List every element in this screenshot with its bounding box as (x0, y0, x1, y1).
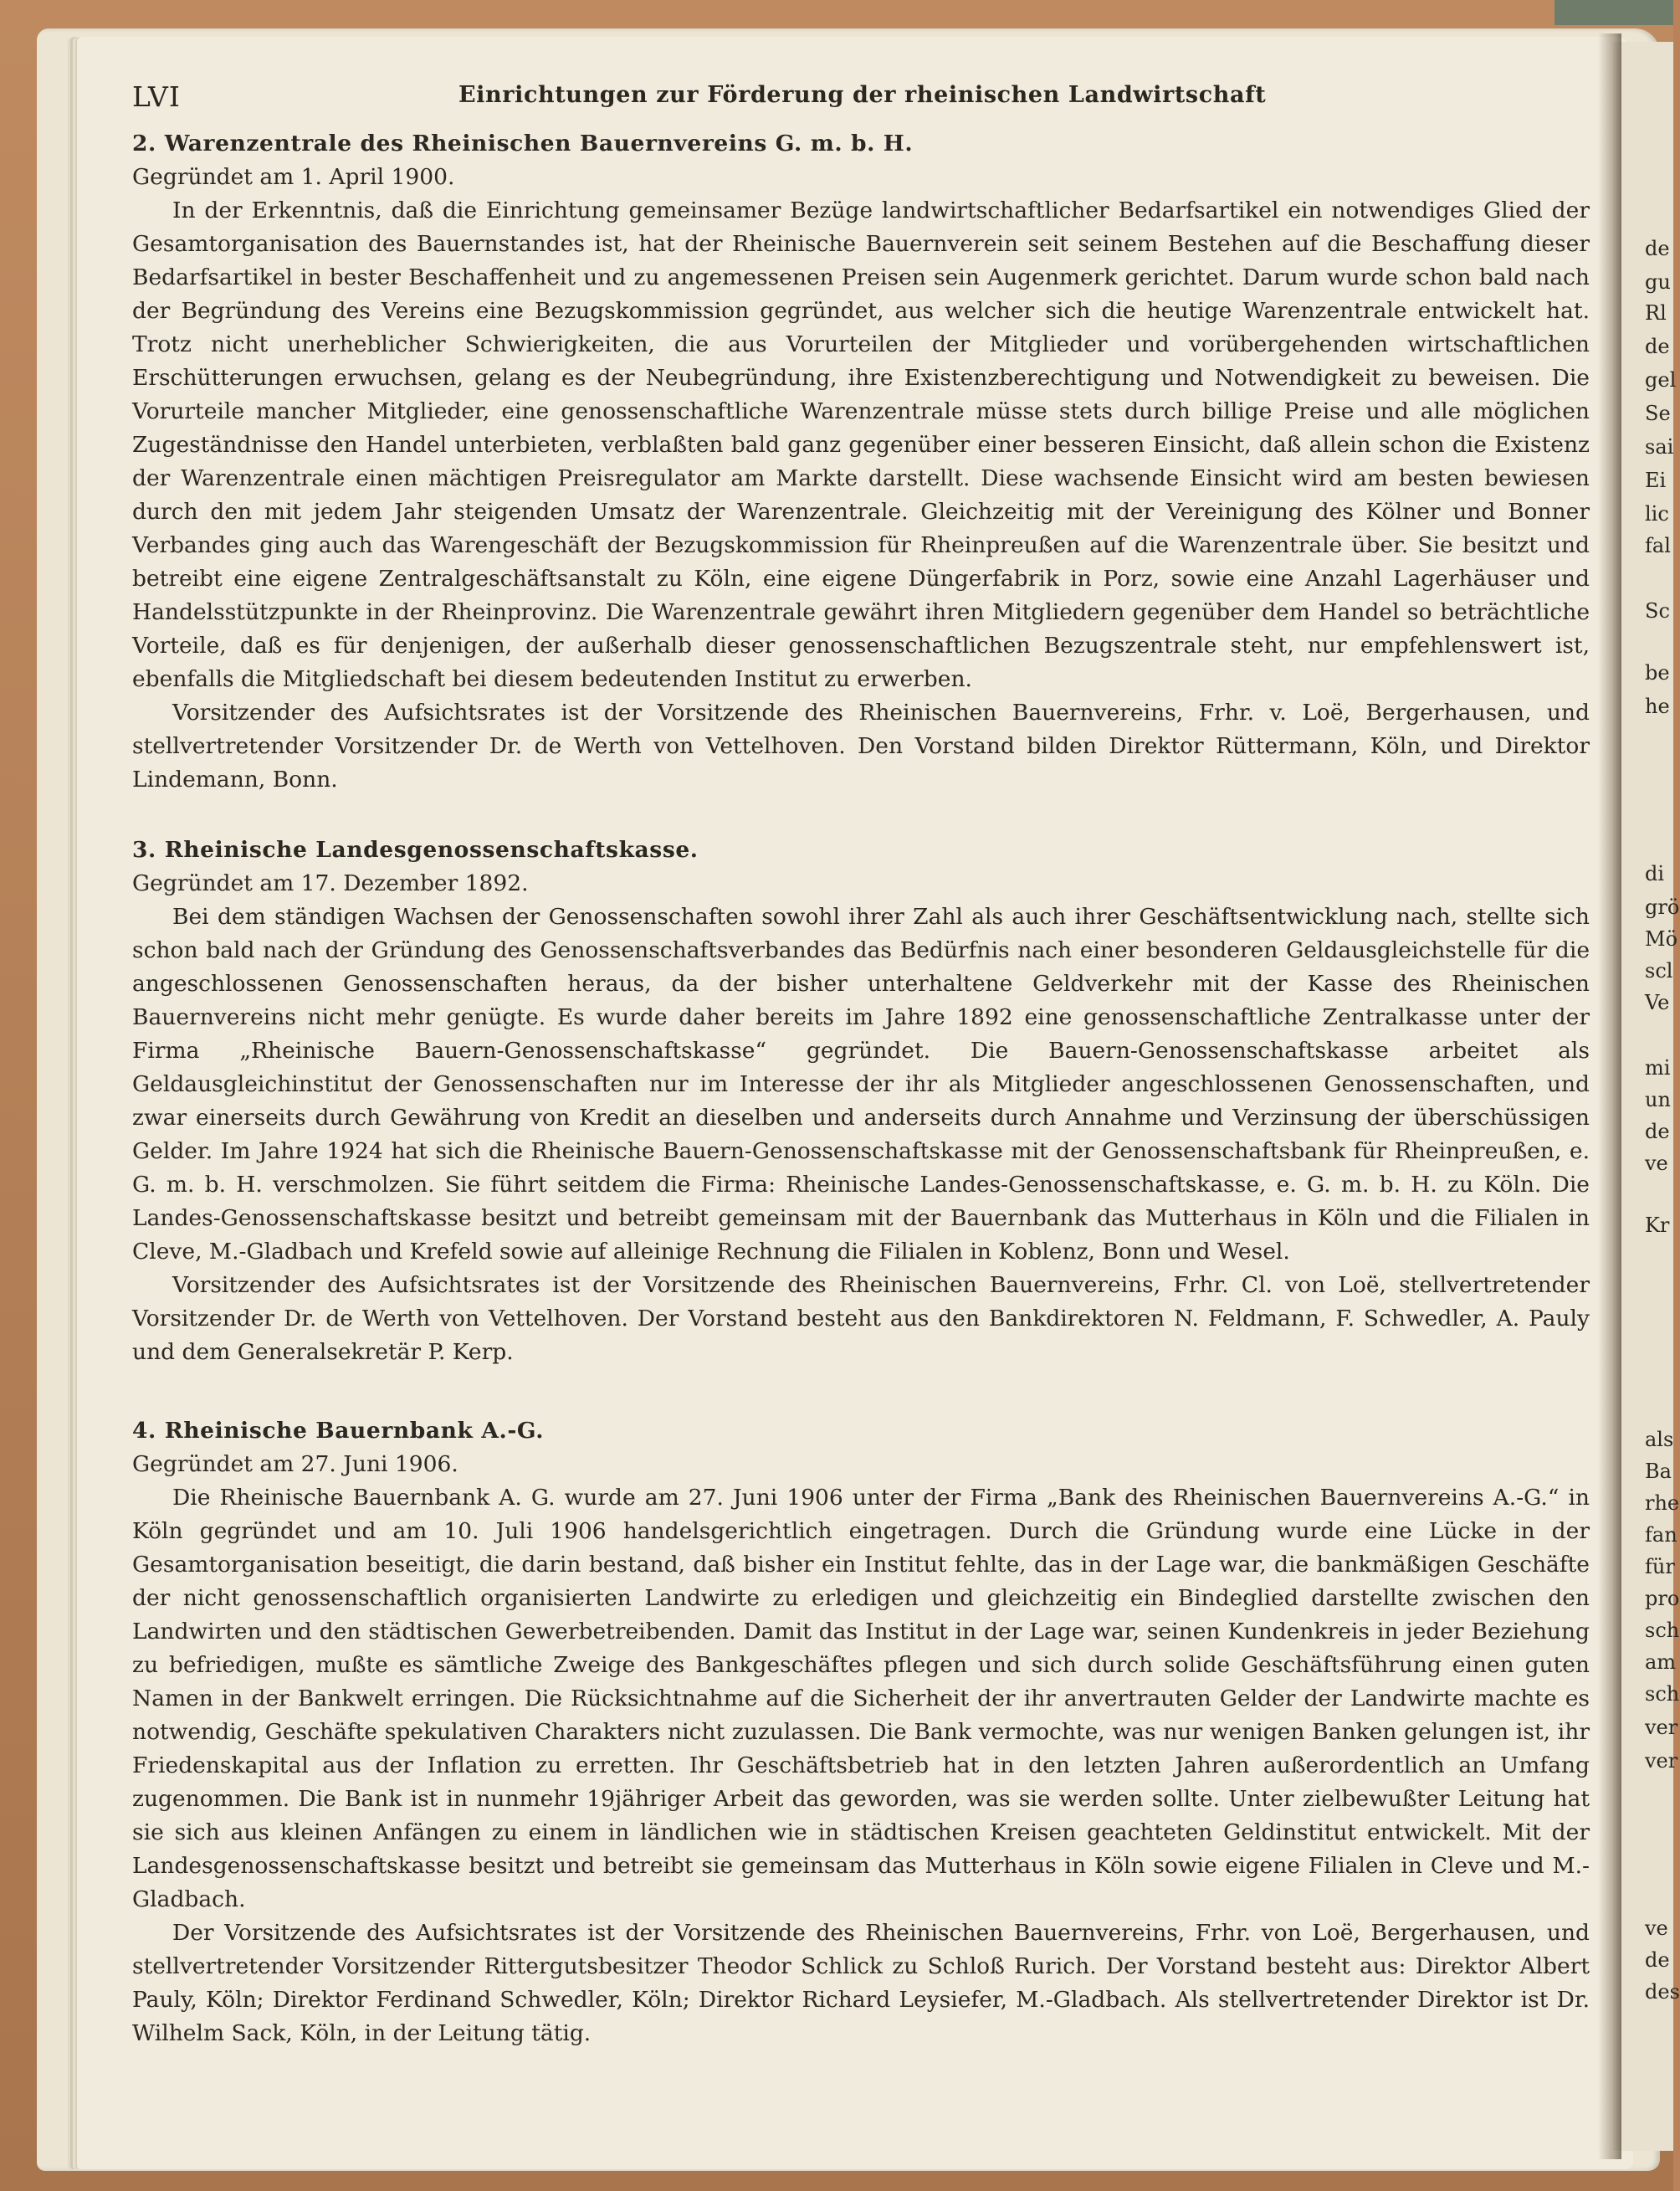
fragment: fal (1645, 534, 1671, 557)
section-landesgenossenschaftskasse (132, 834, 1590, 1369)
fragment: gu (1645, 270, 1671, 294)
fragment: de (1645, 1948, 1670, 1972)
fragment: als (1645, 1428, 1674, 1451)
paragraph: Die Rheinische Bauernbank A. G. wurde am 27. Juni 1906 unter der Firma „Bank des Rheinischen Bauernvereins A.-G.“ in Köln gegründet und am 10. Juli 1906 handelsgerichtlich eingetragen. Durch die Gründung wurde eine Lücke in der Gesamtorganisation beseitigt, die darin bestand, daß bisher ein Institut fehlte, das in der Lage war, die bankmäßigen Geschäfte der nicht genossenschaftlich organisierten Landwirte zu erledigen und gleichzeitig ein Bindeglied darstellte zwischen den Landwirten und den städtischen Gewerbetreibenden. Damit das Institut in der Lage war, seinen Kundenkreis in jeder Beziehung zu befriedigen, mußte es sämtliche Zweige des Bankgeschäftes pflegen und sich durch solide Geschäftsführung einen guten Namen in der Bankwelt erringen. Die Rücksichtnahme auf die Sicherheit der ihr anvertrauten Gelder der Landwirte machte es notwendig, Geschäfte spekulativen Charakters nicht zuzulassen. Die Bank vermochte, was nur wenigen Banken gelungen ist, ihr Friedenskapital aus der Inflation zu erretten. Ihr Geschäftsbetrieb hat in den letzten Jahren außerordentlich an Umfang zugenommen. Die Bank ist in nunmehr 19jähriger Arbeit das geworden, was sie werden sollte. Unter zielbewußter Leitung hat sie sich aus kleinen Anfängen zu einem in ländlichen wie in städtischen Kreisen geachteten Geldinstitut entwickelt. Mit der Landesgenossenschaftskasse besitzt und betreibt sie gemeinsam das Mutterhaus in Köln sowie eigene Filialen in Cleve und M.-Gladbach. (132, 1485, 1590, 1912)
fragment: scl (1645, 959, 1673, 983)
fragment: be (1645, 661, 1670, 685)
fragment: ve (1645, 1916, 1668, 1940)
facing-page-text (1643, 0, 1680, 2191)
section-warenzentrale (132, 127, 1590, 797)
fragment: Sc (1645, 599, 1670, 623)
page-number: LVI (132, 80, 181, 113)
fragment: sch (1645, 1682, 1680, 1706)
fragment: ve (1645, 1152, 1668, 1175)
section-bauernbank (132, 1414, 1590, 2050)
fragment: Kr (1645, 1214, 1670, 1237)
gutter-shadow (1598, 33, 1621, 2159)
running-head: Einrichtungen zur Förderung der rheinischen Landwirtschaft (458, 82, 1267, 108)
fragment: des (1645, 1980, 1680, 2004)
fragment: fan (1645, 1523, 1677, 1547)
fragment: sch (1645, 1619, 1680, 1642)
section-founded: Gegründet am 17. Dezember 1892. (132, 870, 529, 896)
fragment: mi (1645, 1056, 1671, 1080)
fragment: ver (1645, 1716, 1678, 1739)
fragment: di (1645, 862, 1665, 885)
paragraph: Bei dem ständigen Wachsen der Genossenschaften sowohl ihrer Zahl als auch ihrer Geschäftsentwicklung nach, stellte sich schon bald nach der Gründung des Genossenschaftsverbandes das Bedürfnis nach einer besonderen Geldausgleichstelle für die angeschlossenen Genossenschaften heraus, da der bisher unterhaltene Geldverkehr mit der Kasse des Rheinischen Bauernvereins nicht mehr genügte. Es wurde daher bereits im Jahre 1892 eine genossenschaftliche Zentralkasse unter der Firma „Rheinische Bauern-Genossenschaftskasse“ gegründet. Die Bauern-Genossenschaftskasse arbeitet als Geldausgleichinstitut der Genossenschaften nur im Interesse der ihr als Mitglieder angeschlossenen Genossenschaften, und zwar einerseits durch Gewährung von Kredit an dieselben und anderseits durch Annahme und Verzinsung der überschüssigen Gelder. Im Jahre 1924 hat sich die Rheinische Bauern-Genossenschaftskasse mit der Genossenschaftsbank für Rheinpreußen, e. G. m. b. H. verschmolzen. Sie führt seitdem die Firma: Rheinische Landes-Genossenschaftskasse, e. G. m. b. H. zu Köln. Die Landes-Genossenschaftskasse besitzt und betreibt gemeinsam mit der Bauernbank das Mutterhaus in Köln und die Filialen in Cleve, M.-Gladbach und Krefeld sowie auf alleinige Rechnung die Filialen in Koblenz, Bonn und Wesel. (132, 904, 1590, 1265)
fragment: de (1645, 335, 1670, 358)
paragraph: Vorsitzender des Aufsichtsrates ist der Vorsitzende des Rheinischen Bauernvereins, Frhr. Cl. von Loë, stellvertretender Vorsitzender Dr. de Werth von Vettelhoven. Der Vorstand besteht aus den Bankdirektoren N. Feldmann, F. Schwedler, A. Pauly und dem Generalsekretär P. Kerp. (132, 1272, 1590, 1365)
section-founded: Gegründet am 27. Juni 1906. (132, 1451, 458, 1477)
fragment: pro (1645, 1587, 1680, 1610)
fragment: Ei (1645, 469, 1667, 492)
paragraph: Vorsitzender des Aufsichtsrates ist der Vorsitzende des Rheinischen Bauernvereins, Frhr. v. Loë, Bergerhausen, und stellvertretender Vorsitzender Dr. de Werth von Vettelhoven. Den Vorstand bilden Direktor Rüttermann, Köln, und Direktor Lindemann, Bonn. (132, 700, 1590, 793)
section-heading: 3. Rheinische Landesgenossenschaftskasse. (132, 837, 699, 863)
fragment: de (1645, 237, 1670, 260)
fragment: sai (1645, 435, 1674, 459)
fragment: am (1645, 1650, 1677, 1674)
fragment: grö (1645, 895, 1680, 919)
fragment: Ba (1645, 1460, 1672, 1483)
fragment: un (1645, 1088, 1671, 1111)
fragment: Se (1645, 402, 1671, 425)
fragment: gel (1645, 368, 1677, 392)
fragment: ver (1645, 1749, 1678, 1773)
section-heading: 2. Warenzentrale des Rheinischen Bauernvereins G. m. b. H. (132, 131, 914, 156)
fragment: lic (1645, 502, 1669, 526)
fragment: Rl (1645, 301, 1667, 325)
fragment: Ve (1645, 991, 1670, 1014)
fragment: Mö (1645, 927, 1678, 951)
paragraph: Der Vorsitzende des Aufsichtsrates ist der Vorsitzende des Rheinischen Bauernvereins, Frhr. von Loë, Bergerhausen, und stellvertretender Vorsitzender Rittergutsbesitzer Theodor Schlick zu Schloß Rurich. Der Vorstand besteht aus: Direktor Albert Pauly, Köln; Direktor Ferdinand Schwedler, Köln; Direktor Richard Leysiefer, M.-Gladbach. Als stellvertretender Direktor ist Dr. Wilhelm Sack, Köln, in der Leitung tätig. (132, 1920, 1590, 2046)
fragment: he (1645, 695, 1670, 718)
page-header (132, 80, 1588, 114)
section-founded: Gegründet am 1. April 1900. (132, 164, 455, 190)
fragment: für (1645, 1555, 1675, 1578)
fragment: de (1645, 1120, 1670, 1143)
section-heading: 4. Rheinische Bauernbank A.-G. (132, 1418, 545, 1444)
paragraph: In der Erkenntnis, daß die Einrichtung gemeinsamer Bezüge landwirtschaftlicher Bedarfsartikel ein notwendiges Glied der Gesamtorganisation des Bauernstandes ist, hat der Rheinische Bauernverein seit seinem Bestehen auf die Beschaffung dieser Bedarfsartikel in bester Beschaffenheit und zu angemessenen Preisen sein Augenmerk gerichtet. Darum wurde schon bald nach der Begründung des Vereins eine Bezugskommission gegründet, aus welcher sich die heutige Warenzentrale entwickelt hat. Trotz nicht unerheblicher Schwierigkeiten, die aus Vorurteilen der Mitglieder und vorübergehenden wirtschaftlichen Erschütterungen erwuchsen, gelang es der Neubegründung, ihre Existenzberechtigung und Notwendigkeit zu beweisen. Die Vorurteile mancher Mitglieder, eine genossenschaftliche Warenzentrale müsse stets durch billige Preise und alle möglichen Zugeständnisse den Handel unterbieten, verblaßten bald ganz gegenüber einer besseren Einsicht, daß allein schon die Existenz der Warenzentrale einen mächtigen Preisregulator am Markte darstellt. Diese wachsende Einsicht wird am besten bewiesen durch den mit jedem Jahr steigenden Umsatz der Warenzentrale. Gleichzeitig mit der Vereinigung des Kölner und Bonner Verbandes ging auch das Warengeschäft der Bezugskommission für Rheinpreußen auf die Warenzentrale über. Sie besitzt und betreibt eine eigene Zentralgeschäftsanstalt zu Köln, eine eigene Düngerfabrik in Porz, sowie eine Anzahl Lagerhäuser und Handelsstützpunkte in der Rheinprovinz. Die Warenzentrale gewährt ihren Mitgliedern gegenüber dem Handel so beträchtliche Vorteile, daß es für denjenigen, der außerhalb dieser genossenschaftlichen Bezugszentrale steht, nur empfehlenswert ist, ebenfalls die Mitgliedschaft bei diesem bedeutenden Institut zu erwerben. (132, 198, 1590, 692)
fragment: rhe (1645, 1491, 1680, 1515)
